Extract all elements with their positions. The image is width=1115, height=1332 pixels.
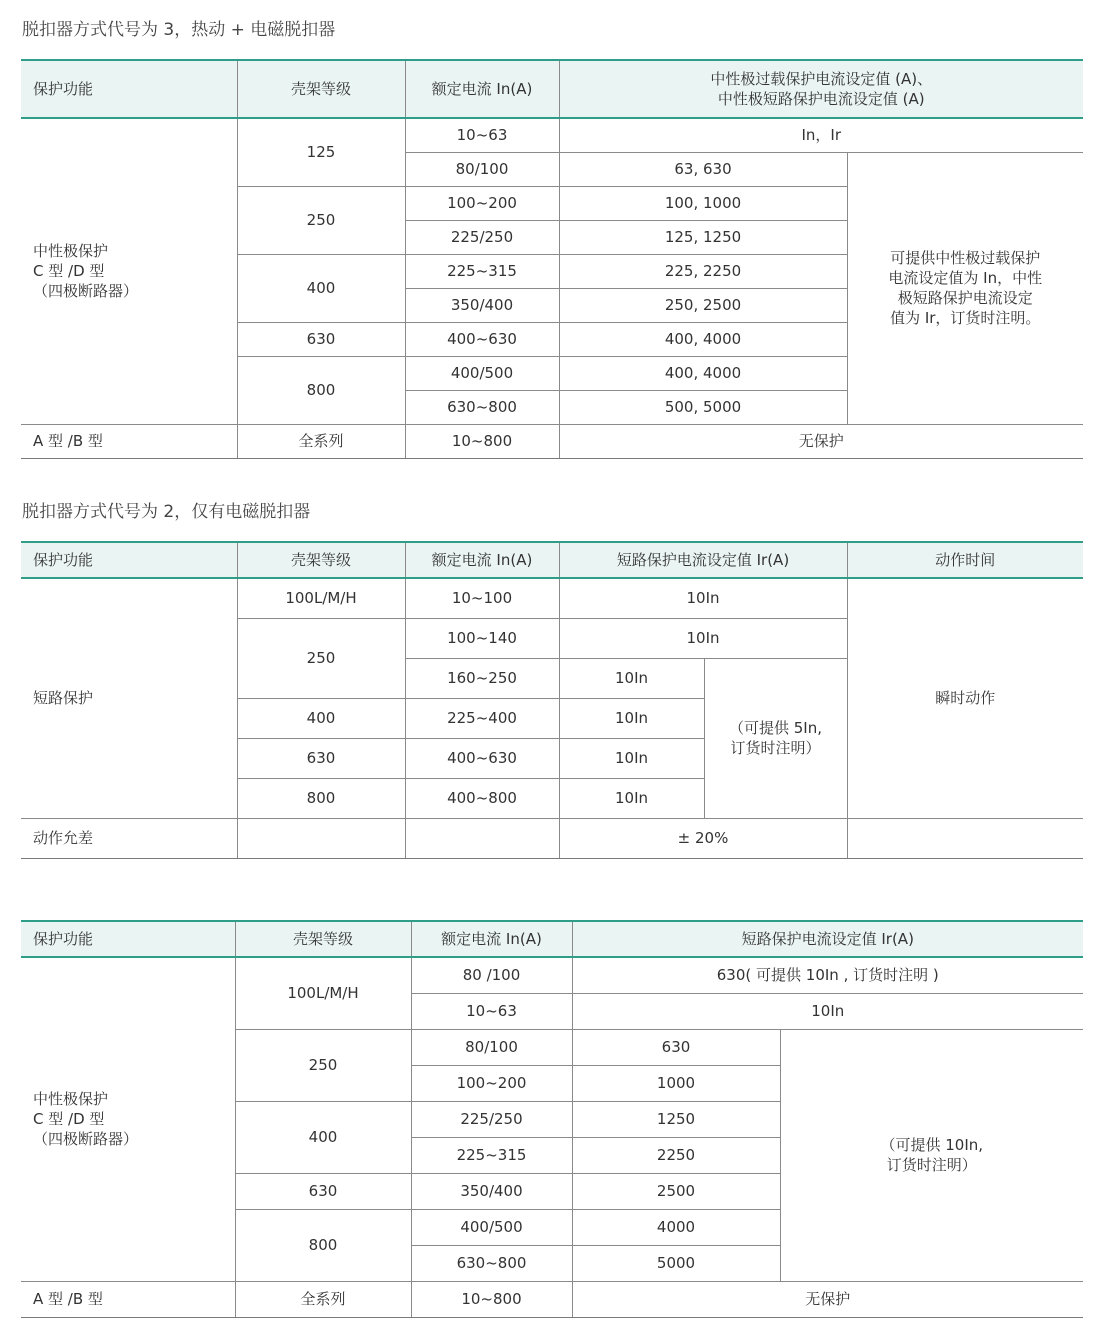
setting-cell: In，Ir	[559, 118, 1083, 152]
header-short-setting: 短路保护电流设定值 Ir(A)	[559, 542, 847, 578]
ab-type-label: A 型 /B 型	[21, 1281, 235, 1317]
table-row	[21, 957, 1083, 993]
neutral-protection-label: 中性极保护 C 型 /D 型 （四极断路器）	[21, 957, 235, 1281]
setting-cell: 5000	[572, 1245, 780, 1281]
rated-cell: 630~800	[405, 390, 559, 424]
header-rated-current: 额定电流 In(A)	[411, 921, 572, 957]
rated-cell: 225~400	[405, 698, 559, 738]
header-frame: 壳架等级	[235, 921, 411, 957]
table-row	[21, 118, 1083, 152]
setting-cell: 10In	[559, 778, 704, 818]
tolerance-empty-frame	[237, 818, 405, 858]
tolerance-label: 动作允差	[21, 818, 237, 858]
rated-cell: 100~140	[405, 618, 559, 658]
setting-cell: 10In	[572, 993, 1083, 1029]
rated-cell: 400~630	[405, 322, 559, 356]
rated-cell: 225~315	[411, 1137, 572, 1173]
ab-type-setting: 无保护	[559, 424, 1083, 458]
header-frame: 壳架等级	[237, 60, 405, 118]
frame-cell: 400	[237, 254, 405, 322]
ab-type-label: A 型 /B 型	[21, 424, 237, 458]
frame-cell: 400	[237, 698, 405, 738]
rated-cell: 80/100	[405, 152, 559, 186]
ab-type-frame: 全系列	[235, 1281, 411, 1317]
setting-cell: 500, 5000	[559, 390, 847, 424]
setting-cell: 225, 2250	[559, 254, 847, 288]
table-row-tolerance	[21, 818, 1083, 858]
frame-cell: 630	[237, 322, 405, 356]
frame-cell: 100L/M/H	[237, 578, 405, 618]
setting-cell: 1250	[572, 1101, 780, 1137]
header-protection: 保护功能	[21, 542, 237, 578]
rated-cell: 80/100	[411, 1029, 572, 1065]
table-header-row	[21, 60, 1083, 118]
header-short-setting: 短路保护电流设定值 Ir(A)	[572, 921, 1083, 957]
ab-type-rated: 10~800	[405, 424, 559, 458]
setting-cell: 400, 4000	[559, 322, 847, 356]
table-row-ab-type	[21, 424, 1083, 458]
setting-cell: 125, 1250	[559, 220, 847, 254]
header-protection: 保护功能	[21, 60, 237, 118]
rated-cell: 160~250	[405, 658, 559, 698]
setting-cell: 10In	[559, 578, 847, 618]
rated-cell: 100~200	[405, 186, 559, 220]
frame-cell: 125	[237, 118, 405, 186]
setting-cell: 2500	[572, 1173, 780, 1209]
rated-cell: 400~800	[405, 778, 559, 818]
header-rated-current: 额定电流 In(A)	[405, 542, 559, 578]
setting-cell: 630( 可提供 10In , 订货时注明 )	[572, 957, 1083, 993]
header-protection: 保护功能	[21, 921, 235, 957]
setting-cell: 400, 4000	[559, 356, 847, 390]
frame-cell: 800	[237, 356, 405, 424]
rated-cell: 100~200	[411, 1065, 572, 1101]
table-magnetic-only	[21, 541, 1083, 859]
setting-cell: 250, 2500	[559, 288, 847, 322]
setting-cell: 100, 1000	[559, 186, 847, 220]
table-neutral-short	[21, 920, 1083, 1318]
rated-cell: 400/500	[411, 1209, 572, 1245]
setting-cell: 630	[572, 1029, 780, 1065]
tolerance-empty-rated	[405, 818, 559, 858]
rated-cell: 10~100	[405, 578, 559, 618]
short-protection-label: 短路保护	[21, 578, 237, 818]
rated-cell: 80 /100	[411, 957, 572, 993]
header-rated-current: 额定电流 In(A)	[405, 60, 559, 118]
frame-cell: 800	[237, 778, 405, 818]
rated-cell: 350/400	[411, 1173, 572, 1209]
setting-cell: 4000	[572, 1209, 780, 1245]
setting-cell: 1000	[572, 1065, 780, 1101]
section1-heading: 脱扣器方式代号为 3，热动 + 电磁脱扣器	[22, 20, 336, 40]
rated-cell: 350/400	[405, 288, 559, 322]
neutral-protection-label: 中性极保护 C 型 /D 型 （四极断路器）	[21, 118, 237, 424]
frame-cell: 250	[235, 1029, 411, 1101]
section2-heading: 脱扣器方式代号为 2，仅有电磁脱扣器	[22, 502, 311, 522]
frame-cell: 800	[235, 1209, 411, 1281]
table-header-row	[21, 542, 1083, 578]
table-row	[21, 578, 1083, 618]
rated-cell: 225/250	[405, 220, 559, 254]
ab-type-frame: 全系列	[237, 424, 405, 458]
rated-cell: 225/250	[411, 1101, 572, 1137]
rated-cell: 630~800	[411, 1245, 572, 1281]
rated-cell: 400/500	[405, 356, 559, 390]
setting-cell: 10In	[559, 738, 704, 778]
rated-cell: 400~630	[405, 738, 559, 778]
frame-cell: 630	[237, 738, 405, 778]
frame-cell: 250	[237, 186, 405, 254]
header-action-time: 动作时间	[847, 542, 1083, 578]
ab-type-setting: 无保护	[572, 1281, 1083, 1317]
setting-cell: 10In	[559, 618, 847, 658]
action-time-cell: 瞬时动作	[847, 578, 1083, 818]
setting-cell: 10In	[559, 698, 704, 738]
frame-cell: 100L/M/H	[235, 957, 411, 1029]
setting-cell: 63, 630	[559, 152, 847, 186]
rated-cell: 225~315	[405, 254, 559, 288]
note-cell: （可提供 10In, 订货时注明）	[780, 1029, 1083, 1281]
table-row-ab-type	[21, 1281, 1083, 1317]
header-frame: 壳架等级	[237, 542, 405, 578]
note-cell: 可提供中性极过载保护 电流设定值为 In，中性 极短路保护电流设定 值为 Ir，订货时注明。	[847, 152, 1083, 424]
frame-cell: 400	[235, 1101, 411, 1173]
frame-cell: 250	[237, 618, 405, 698]
rated-cell: 10~63	[411, 993, 572, 1029]
setting-cell: 10In	[559, 658, 704, 698]
rated-cell: 10~63	[405, 118, 559, 152]
frame-cell: 630	[235, 1173, 411, 1209]
tolerance-value: ± 20%	[559, 818, 847, 858]
tolerance-empty-time	[847, 818, 1083, 858]
header-neutral-setting: 中性极过载保护电流设定值 (A)、 中性极短路保护电流设定值 (A)	[559, 60, 1083, 118]
note-cell: （可提供 5In, 订货时注明）	[704, 658, 847, 818]
table-header-row	[21, 921, 1083, 957]
table-thermal-magnetic	[21, 59, 1083, 459]
ab-type-rated: 10~800	[411, 1281, 572, 1317]
setting-cell: 2250	[572, 1137, 780, 1173]
